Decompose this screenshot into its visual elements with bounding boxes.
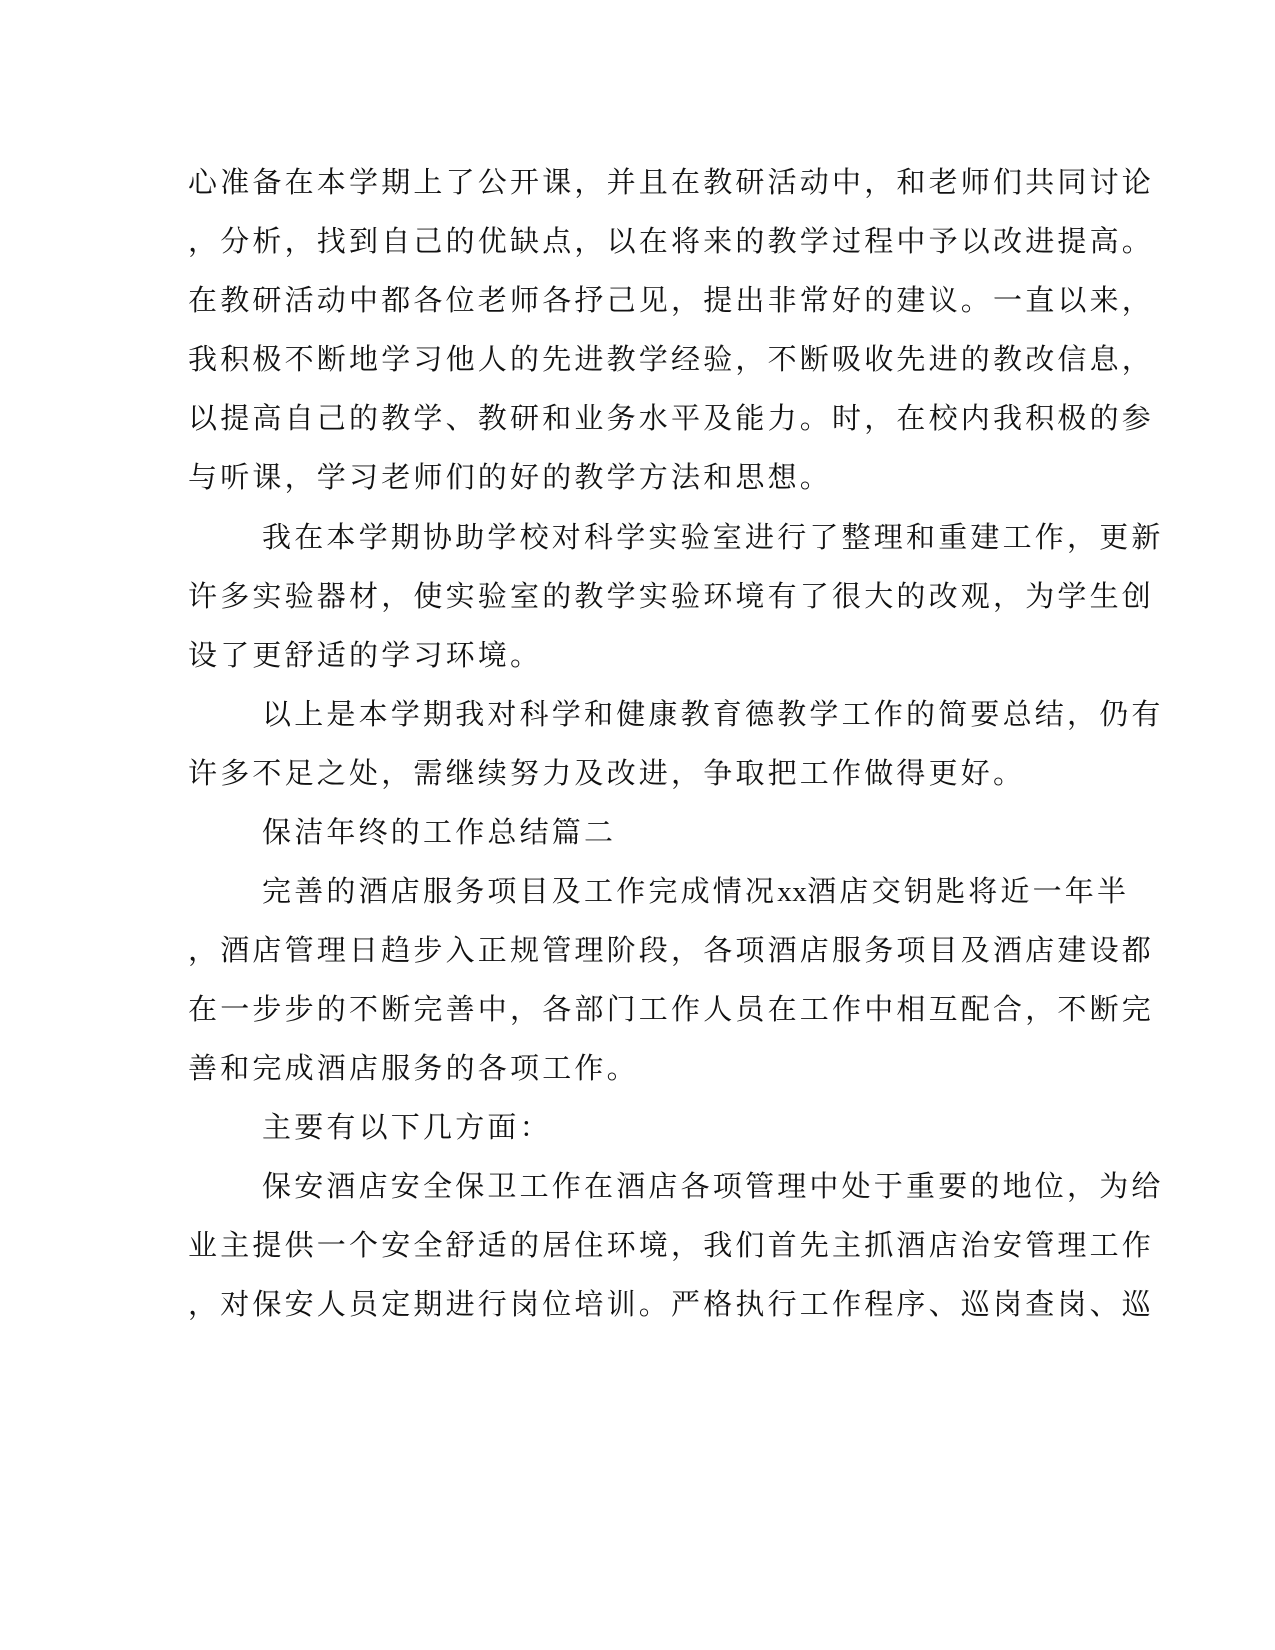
text-line: 主要有以下几方面： <box>262 1110 552 1144</box>
placeholder-text: xx <box>777 876 808 908</box>
text-line: 善和完成酒店服务的各项工作。 <box>188 1051 639 1085</box>
text-line: 我积极不断地学习他人的先进教学经验，不断吸收先进的教改信息， <box>188 342 1155 376</box>
text-line <box>262 871 1129 911</box>
text-line: ，酒店管理日趋步入正规管理阶段，各项酒店服务项目及酒店建设都 <box>188 933 1155 967</box>
text-line: 在教研活动中都各位老师各抒己见，提出非常好的建议。一直以来， <box>188 283 1155 317</box>
text-segment: 完善的酒店服务项目及工作完成情况 <box>262 874 778 908</box>
text-line: 许多实验器材，使实验室的教学实验环境有了很大的改观，为学生创 <box>188 579 1155 613</box>
text-segment: 酒店交钥匙将近一年半 <box>807 874 1130 908</box>
text-line: 在一步步的不断完善中，各部门工作人员在工作中相互配合，不断完 <box>188 992 1155 1026</box>
text-line: 保安酒店安全保卫工作在酒店各项管理中处于重要的地位，为给 <box>262 1169 1164 1203</box>
text-line: 心准备在本学期上了公开课，并且在教研活动中，和老师们共同讨论 <box>188 165 1155 199</box>
text-line: 许多不足之处，需继续努力及改进，争取把工作做得更好。 <box>188 756 1026 790</box>
section-heading: 保洁年终的工作总结篇二 <box>262 815 617 849</box>
text-line: 业主提供一个安全舒适的居住环境，我们首先主抓酒店治安管理工作 <box>188 1228 1155 1262</box>
text-line: 与听课，学习老师们的好的教学方法和思想。 <box>188 460 833 494</box>
text-line: ，分析，找到自己的优缺点，以在将来的教学过程中予以改进提高。 <box>188 224 1155 258</box>
text-line: 设了更舒适的学习环境。 <box>188 638 543 672</box>
text-line: 以上是本学期我对科学和健康教育德教学工作的简要总结，仍有 <box>262 697 1164 731</box>
text-line: 我在本学期协助学校对科学实验室进行了整理和重建工作，更新 <box>262 520 1164 554</box>
text-line: 以提高自己的教学、教研和业务水平及能力。时，在校内我积极的参 <box>188 401 1155 435</box>
text-line: ，对保安人员定期进行岗位培训。严格执行工作程序、巡岗查岗、巡 <box>188 1287 1155 1321</box>
